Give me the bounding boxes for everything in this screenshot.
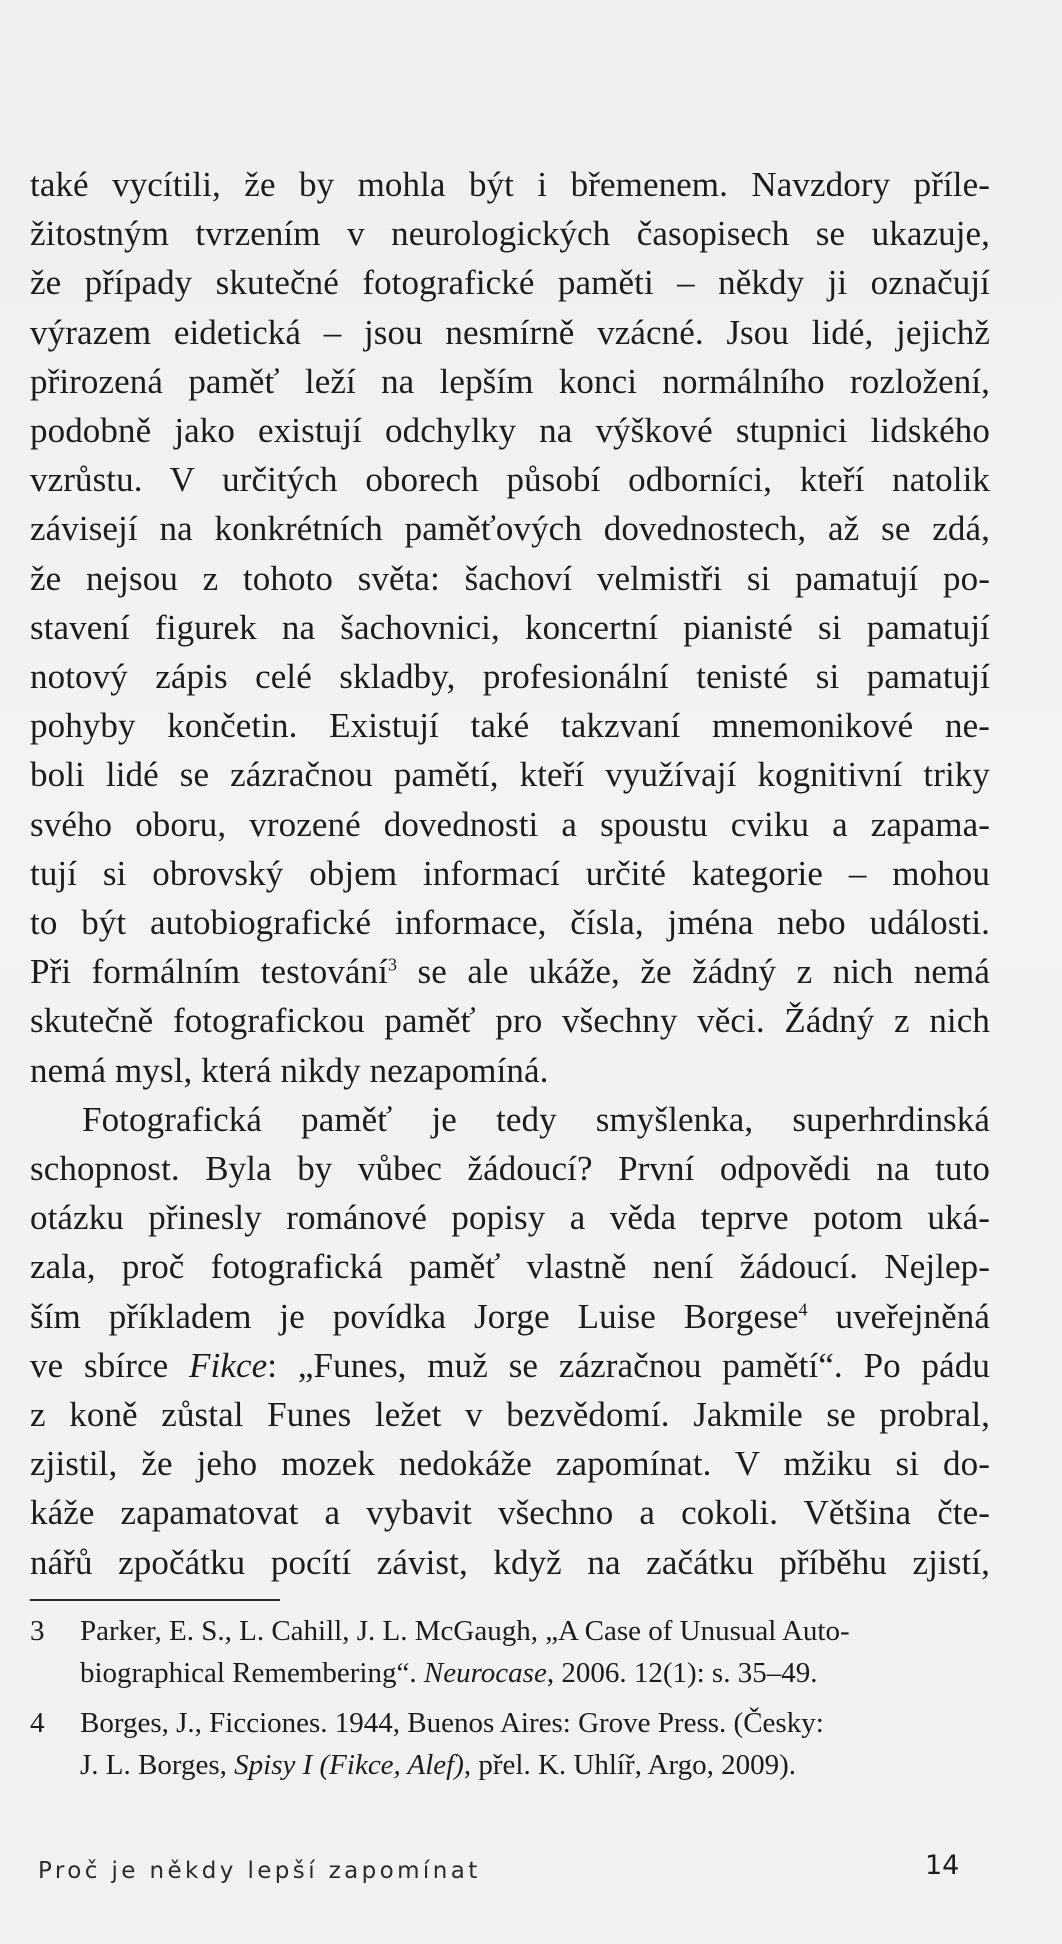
text-line: káže zapamatovat a vybavit všechno a cokoli. Většina čte- xyxy=(30,1493,990,1533)
footnote-4 xyxy=(30,1702,990,1786)
footnote-text xyxy=(80,1702,824,1786)
text-line: notový zápis celé skladby, profesionální tenisté si pamatují xyxy=(30,657,990,697)
text-segment: ve sbírce xyxy=(30,1345,190,1385)
text-segment: J. L. Borges, xyxy=(80,1749,235,1781)
journal-title: Neurocase xyxy=(423,1657,547,1689)
text-line: výrazem eidetická – jsou nesmírně vzácné. Jsou lidé, jejichž xyxy=(30,312,990,352)
text-line: přirozená paměť leží na lepším konci normálního rozložení, xyxy=(30,361,990,401)
footnote-ref-4[interactable]: 4 xyxy=(798,1299,808,1320)
footnote-3 xyxy=(30,1610,990,1694)
footnote-text xyxy=(80,1610,850,1694)
text-line: z koně zůstal Funes ležet v bezvědomí. Jakmile se probral, xyxy=(30,1395,990,1435)
footnote-line xyxy=(80,1652,850,1694)
text-line: že případy skutečné fotografické paměti – někdy ji označují xyxy=(30,263,990,303)
text-line: schopnost. Byla by vůbec žádoucí? První odpovědi na tuto xyxy=(30,1149,990,1189)
footnote-divider xyxy=(30,1599,280,1601)
text-line: tují si obrovský objem informací určité kategorie – mohou xyxy=(30,853,990,893)
text-line: nářů zpočátku pocítí závist, když na začátku příběhu zjistí, xyxy=(30,1542,990,1582)
text-line: svého oboru, vrozené dovednosti a spoustu cviku a zapama- xyxy=(30,804,990,844)
text-line: podobně jako existují odchylky na výškové stupnici lidského xyxy=(30,411,990,451)
text-line: zala, proč fotografická paměť vlastně není žádoucí. Nejlep- xyxy=(30,1247,990,1287)
text-line xyxy=(30,1341,990,1390)
text-line: také vycítili, že by mohla být i břemenem. Navzdory příle- xyxy=(30,165,990,204)
page-number: 14 xyxy=(925,1850,960,1881)
running-title: Proč je někdy lepší zapomínat xyxy=(38,1858,481,1884)
text-segment: biographical Remembering“. xyxy=(80,1657,424,1689)
text-segment: , přel. K. Uhlíř, Argo, 2009). xyxy=(463,1749,797,1781)
text-line: skutečně fotografickou paměť pro všechny věci. Žádný z nich xyxy=(30,1001,990,1041)
text-segment: uveřejněná xyxy=(807,1296,990,1336)
text-line: otázku přinesly románové popisy a věda teprve potom uká- xyxy=(30,1198,990,1238)
text-line: stavení figurek na šachovnici, koncertní pianisté si pamatují xyxy=(30,607,990,647)
text-segment: : „Funes, muž se zázračnou pamětí“. Po pádu xyxy=(267,1345,990,1385)
footnote-line: Borges, J., Ficciones. 1944, Buenos Aires: Grove Press. (Česky: xyxy=(80,1707,824,1739)
text-line xyxy=(30,947,990,996)
text-line: Fotografická paměť je tedy smyšlenka, superhrdinská xyxy=(82,1099,990,1139)
text-line xyxy=(30,1292,990,1341)
text-line: nemá mysl, která nikdy nezapomíná. xyxy=(30,1050,549,1090)
book-title: Fikce xyxy=(189,1345,268,1385)
text-line: vzrůstu. V určitých oborech působí odborníci, kteří natolik xyxy=(30,460,990,500)
text-line: to být autobiografické informace, čísla, jména nebo události. xyxy=(30,903,990,943)
footnotes xyxy=(30,1610,990,1794)
text-line: žitostným tvrzením v neurologických časopisech se ukazuje, xyxy=(30,214,990,254)
page-body xyxy=(30,160,990,1587)
text-segment: se ale ukáže, že žádný z nich nemá xyxy=(397,952,991,992)
text-segment: , 2006. 12(1): s. 35–49. xyxy=(546,1657,818,1689)
text-segment: Při formálním testování xyxy=(30,952,388,992)
text-line: boli lidé se zázračnou pamětí, kteří využívají kognitivní triky xyxy=(30,755,990,795)
main-text xyxy=(30,160,990,1587)
footnote-ref-3[interactable]: 3 xyxy=(387,954,398,975)
text-line: pohyby končetin. Existují také takzvaní mnemonikové ne- xyxy=(30,706,990,746)
text-line: zjistil, že jeho mozek nedokáže zapomínat. V mžiku si do- xyxy=(30,1444,990,1484)
footnote-number: 3 xyxy=(30,1615,45,1647)
paragraph-1 xyxy=(30,160,990,1095)
text-line: že nejsou z tohoto světa: šachoví velmistři si pamatují po- xyxy=(30,558,990,598)
book-title: Spisy I (Fikce, Alef) xyxy=(234,1749,464,1781)
text-segment: ším příkladem je povídka Jorge Luise Borgese xyxy=(30,1296,799,1336)
footnote-number: 4 xyxy=(30,1707,45,1739)
text-line: závisejí na konkrétních paměťových dovednostech, až se zdá, xyxy=(30,509,990,549)
paragraph-2 xyxy=(30,1095,990,1587)
footnote-line xyxy=(80,1744,824,1786)
footnote-line: Parker, E. S., L. Cahill, J. L. McGaugh, „A Case of Unusual Auto- xyxy=(80,1615,850,1647)
